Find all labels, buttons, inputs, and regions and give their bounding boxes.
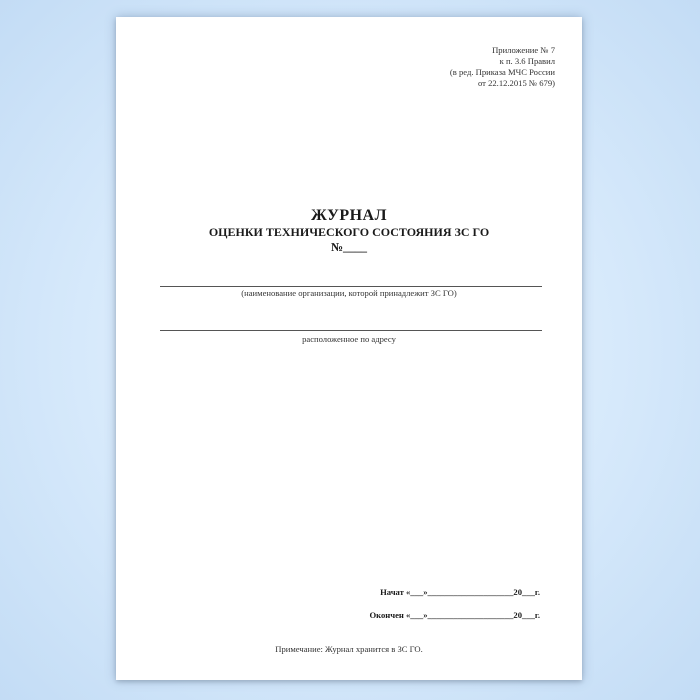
finished-date-line: Окончен «___»____________________20___г. bbox=[369, 610, 540, 620]
organization-fill-line bbox=[160, 286, 542, 287]
address-caption: расположенное по адресу bbox=[302, 334, 396, 344]
journal-title: ЖУРНАЛ bbox=[310, 207, 388, 224]
appendix-line: Приложение № 7 bbox=[492, 45, 555, 55]
appendix-reference bbox=[450, 45, 555, 89]
title-block bbox=[116, 207, 582, 255]
started-date-line: Начат «___»____________________20___г. bbox=[380, 587, 540, 597]
organization-caption: (наименование организации, которой принадлежит ЗС ГО) bbox=[241, 288, 457, 298]
journal-subtitle: ОЦЕНКИ ТЕХНИЧЕСКОГО СОСТОЯНИЯ ЗС ГО bbox=[208, 225, 490, 239]
document-page bbox=[116, 17, 582, 680]
appendix-line: от 22.12.2015 № 679) bbox=[477, 78, 555, 88]
storage-note: Примечание: Журнал хранится в ЗС ГО. bbox=[275, 644, 423, 654]
appendix-line: к п. 3.6 Правил bbox=[499, 56, 555, 66]
address-fill-line bbox=[160, 330, 542, 331]
appendix-line: (в ред. Приказа МЧС России bbox=[449, 67, 555, 77]
journal-number: №____ bbox=[330, 240, 368, 254]
